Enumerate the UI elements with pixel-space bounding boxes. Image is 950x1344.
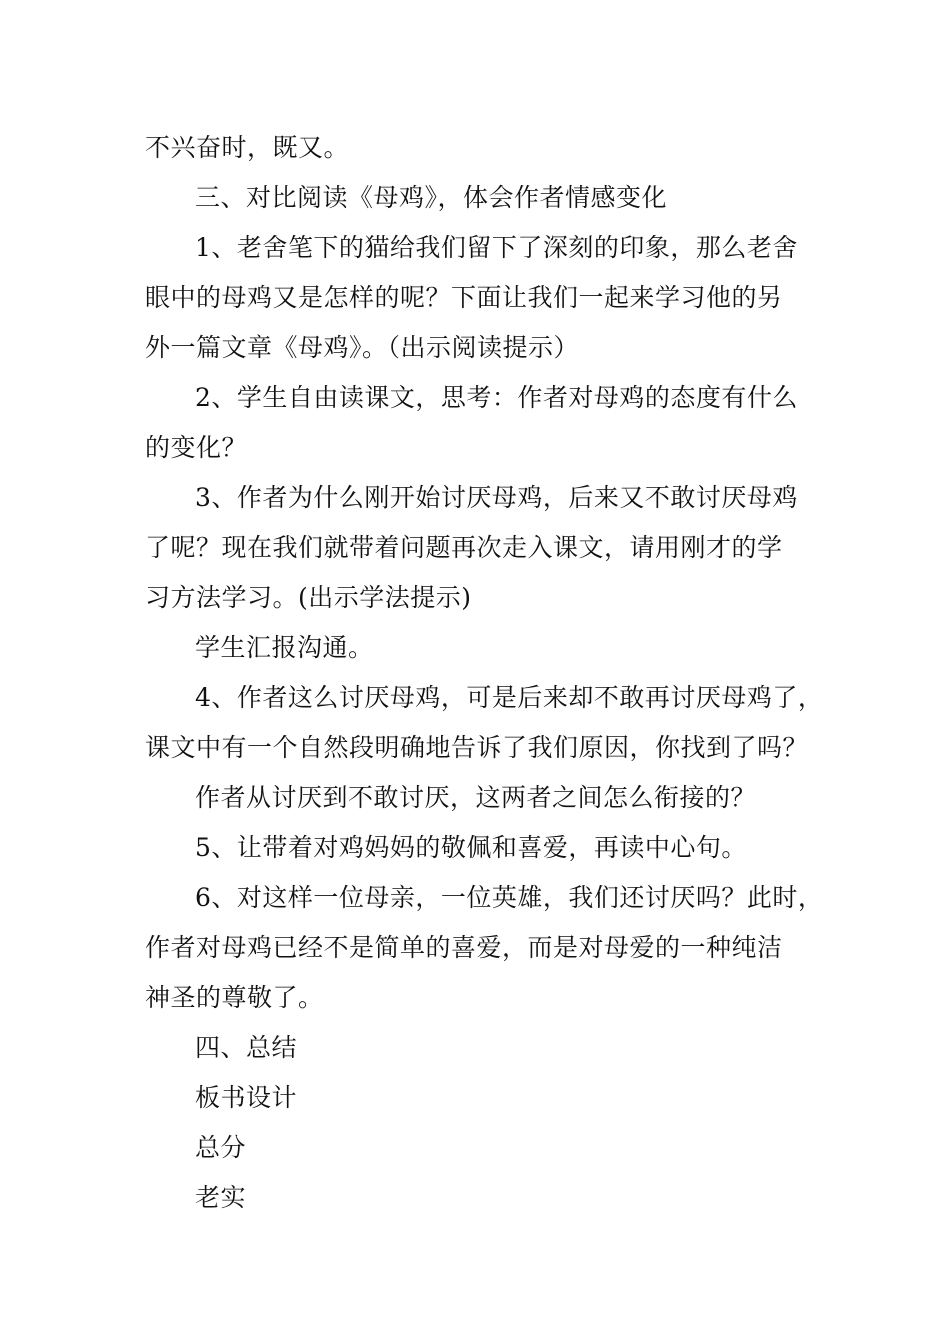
text-line: 外一篇文章《母鸡》。（出示阅读提示） xyxy=(145,333,580,362)
text-line: 的变化？ xyxy=(145,433,248,462)
text-line: 老实 xyxy=(195,1183,247,1212)
text-line: 作者对母鸡已经不是简单的喜爱，而是对母爱的一种纯洁 xyxy=(145,933,783,962)
text-line: 不兴奋时，既又。 xyxy=(145,133,350,162)
section-heading: 三、对比阅读《母鸡》，体会作者情感变化 xyxy=(195,183,668,212)
text-line: 了呢？现在我们就带着问题再次走入课文，请用刚才的学 xyxy=(145,533,783,562)
text-line: 总分 xyxy=(195,1133,247,1162)
section-heading: 四、总结 xyxy=(195,1033,298,1062)
text-line: 习方法学习。(出示学法提示) xyxy=(145,583,472,612)
text-line: 1、老舍笔下的猫给我们留下了深刻的印象，那么老舍 xyxy=(195,233,798,262)
text-line: 眼中的母鸡又是怎样的呢？下面让我们一起来学习他的另 xyxy=(145,283,783,312)
text-line: 课文中有一个自然段明确地告诉了我们原因，你找到了吗？ xyxy=(145,733,809,762)
text-line: 5、让带着对鸡妈妈的敬佩和喜爱，再读中心句。 xyxy=(195,833,747,862)
text-line: 作者从讨厌到不敢讨厌，这两者之间怎么衔接的？ xyxy=(195,783,757,812)
text-line: 2、学生自由读课文，思考：作者对母鸡的态度有什么 xyxy=(195,383,798,412)
text-line: 3、作者为什么刚开始讨厌母鸡，后来又不敢讨厌母鸡 xyxy=(195,483,798,512)
text-line: 学生汇报沟通。 xyxy=(195,633,374,662)
text-line: 神圣的尊敬了。 xyxy=(145,983,324,1012)
text-line: 4、作者这么讨厌母鸡，可是后来却不敢再讨厌母鸡了， xyxy=(195,683,824,712)
text-line: 6、对这样一位母亲，一位英雄，我们还讨厌吗？此时， xyxy=(195,883,824,912)
text-line: 板书设计 xyxy=(195,1083,298,1112)
